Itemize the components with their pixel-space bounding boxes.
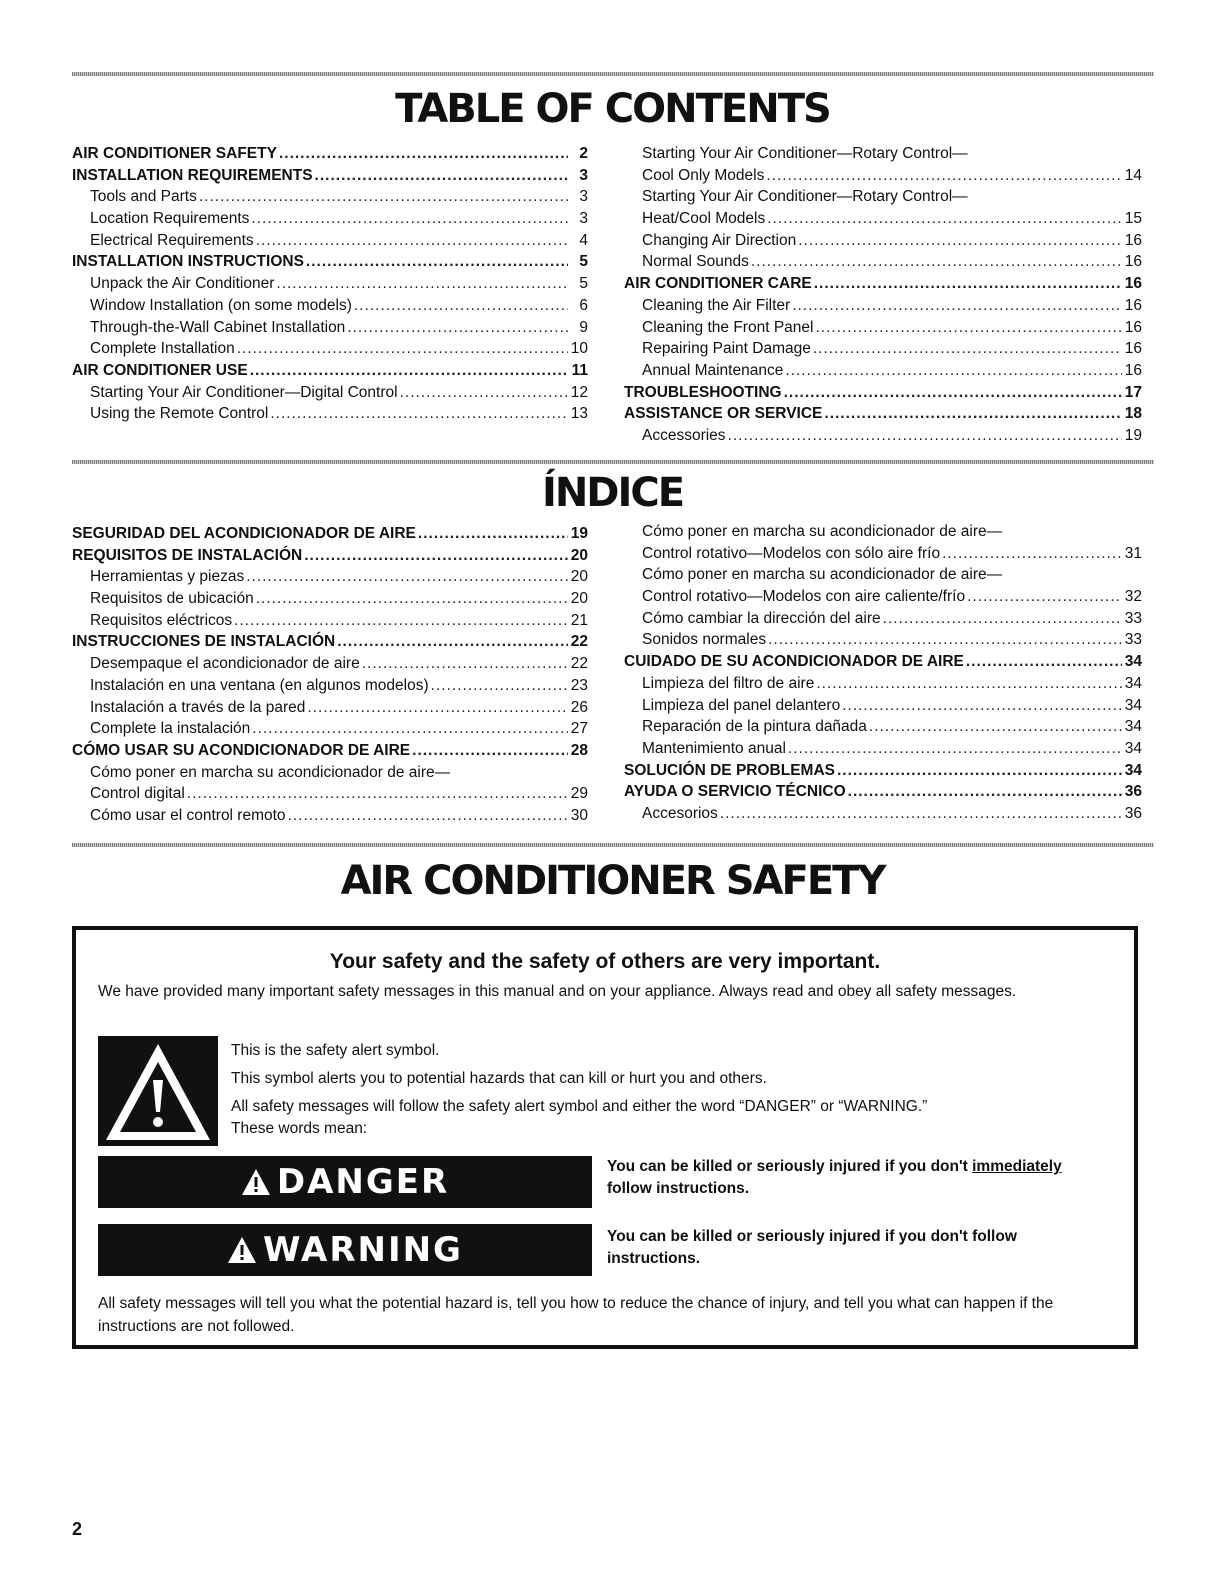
entry-page-number: 20 <box>570 590 588 608</box>
entry-title: Changing Air Direction <box>642 231 797 249</box>
entry-page-number: 34 <box>1124 739 1142 757</box>
toc-heading: TABLE OF CONTENTS <box>395 86 830 132</box>
entry-page-number: 5 <box>579 275 588 293</box>
indice-left-column <box>72 523 588 827</box>
entry-title: AYUDA O SERVICIO TÉCNICO <box>624 783 846 801</box>
entry-title: Cool Only Models <box>642 166 765 184</box>
dot-leader <box>199 186 568 208</box>
entry-page-number: 33 <box>1124 609 1142 627</box>
safety-box-title: Your safety and the safety of others are very important. <box>329 950 881 973</box>
toc-entry <box>624 208 1142 230</box>
entry-page-number: 34 <box>1124 761 1142 779</box>
entry-title: Cómo usar el control remoto <box>90 806 286 824</box>
dot-leader <box>784 382 1122 404</box>
entry-title: Heat/Cool Models <box>642 210 766 228</box>
entry-page-number: 32 <box>1124 588 1142 606</box>
toc-entry <box>72 165 588 187</box>
entry-title: Starting Your Air Conditioner—Digital Control <box>90 383 398 401</box>
toc-entry <box>624 403 1142 425</box>
entry-page-number: 21 <box>570 611 588 629</box>
entry-title: AIR CONDITIONER CARE <box>624 275 812 293</box>
toc-entry <box>624 273 1142 295</box>
dot-leader <box>400 382 568 404</box>
lower-divider <box>72 843 1154 847</box>
dot-leader <box>418 523 568 545</box>
toc-entry <box>72 675 588 697</box>
toc-entry <box>624 564 1142 586</box>
dot-leader <box>234 610 568 632</box>
entry-title: Complete Installation <box>90 340 235 358</box>
entry-title: INSTRUCCIONES DE INSTALACIÓN <box>72 633 336 651</box>
dot-leader <box>412 740 568 762</box>
dot-leader <box>785 360 1122 382</box>
toc-entry <box>624 629 1142 651</box>
entry-title: Electrical Requirements <box>90 231 254 249</box>
dot-leader <box>279 143 568 165</box>
dot-leader <box>766 165 1122 187</box>
toc-entry <box>624 251 1142 273</box>
entry-page-number: 5 <box>579 253 588 271</box>
toc-entry <box>72 230 588 252</box>
entry-page-number: 18 <box>1124 405 1142 423</box>
entry-title: Accesorios <box>642 804 718 822</box>
dot-leader <box>942 543 1122 565</box>
entry-page-number: 13 <box>570 405 588 423</box>
entry-title: Mantenimiento anual <box>642 739 786 757</box>
entry-page-number: 34 <box>1124 653 1142 671</box>
entry-page-number: 36 <box>1124 804 1142 822</box>
toc-entry <box>72 251 588 273</box>
toc-entry <box>72 208 588 230</box>
dot-leader <box>315 165 568 187</box>
toc-entry <box>72 273 588 295</box>
dot-leader <box>337 631 568 653</box>
entry-page-number: 3 <box>579 210 588 228</box>
toc-entry <box>72 588 588 610</box>
dot-leader <box>816 673 1122 695</box>
middle-divider <box>72 460 1154 464</box>
entry-title: SEGURIDAD DEL ACONDICIONADOR DE AIRE <box>72 525 416 542</box>
dot-leader <box>431 675 568 697</box>
entry-title: Complete la instalación <box>90 720 251 738</box>
entry-title: Control digital <box>90 785 185 803</box>
toc-entry <box>624 586 1142 608</box>
entry-title: Cleaning the Air Filter <box>642 296 791 314</box>
toc-entry <box>624 317 1142 339</box>
toc-entry <box>624 673 1142 695</box>
dot-leader <box>792 295 1122 317</box>
entry-page-number: 17 <box>1124 383 1142 401</box>
toc-entry <box>624 143 1142 165</box>
dot-leader <box>767 208 1122 230</box>
toc-entry <box>72 718 588 740</box>
toc-entry <box>624 760 1142 782</box>
entry-title: Control rotativo—Modelos con sólo aire frío <box>642 544 941 562</box>
danger-label: DANGER <box>276 1162 450 1202</box>
entry-page-number: 30 <box>570 806 588 824</box>
entry-title: Repairing Paint Damage <box>642 340 811 358</box>
entry-title: Herramientas y piezas <box>90 568 245 586</box>
entry-title: Limpieza del panel delantero <box>642 696 841 714</box>
entry-title: Instalación a través de la pared <box>90 698 306 716</box>
toc-entry <box>72 360 588 382</box>
entry-page-number: 2 <box>579 145 588 162</box>
safety-intro: We have provided many important safety messages in this manual and on your appliance. Always read and obey all safety messages. <box>98 983 1017 1000</box>
toc-entry <box>624 230 1142 252</box>
toc-entry <box>624 521 1142 543</box>
toc-entry <box>624 738 1142 760</box>
toc-entry <box>72 382 588 404</box>
dot-leader <box>256 588 568 610</box>
entry-title: CÓMO USAR SU ACONDICIONADOR DE AIRE <box>72 741 411 759</box>
toc-entry <box>72 317 588 339</box>
dot-leader <box>869 716 1122 738</box>
entry-page-number: 12 <box>570 383 588 401</box>
entry-title: AIR CONDITIONER SAFETY <box>72 145 277 162</box>
entry-page-number: 14 <box>1124 166 1142 184</box>
entry-page-number: 33 <box>1124 631 1142 649</box>
dot-leader <box>967 586 1122 608</box>
toc-right-column <box>624 143 1142 447</box>
top-divider <box>72 72 1154 76</box>
entry-title: Control rotativo—Modelos con aire caliente/frío <box>642 588 966 606</box>
dot-leader <box>276 273 568 295</box>
dot-leader <box>720 803 1122 825</box>
entry-page-number: 3 <box>579 188 588 206</box>
entry-page-number: 28 <box>570 741 588 759</box>
toc-entry <box>624 608 1142 630</box>
entry-page-number: 16 <box>1124 275 1142 293</box>
toc-entry <box>72 653 588 675</box>
entry-page-number: 10 <box>570 340 588 358</box>
entry-title: Tools and Parts <box>90 188 197 206</box>
dot-leader <box>187 783 568 805</box>
dot-leader <box>837 760 1122 782</box>
danger-signal-bar <box>98 1156 592 1208</box>
toc-entry <box>624 338 1142 360</box>
toc-entry <box>624 716 1142 738</box>
dot-leader <box>814 273 1122 295</box>
safety-footer-text: All safety messages will tell you what the potential hazard is, tell you how to reduce the chance of injury, and tell you what can happen if the instructions are not followed. <box>98 1295 1054 1335</box>
dot-leader <box>883 608 1122 630</box>
toc-entry <box>72 697 588 719</box>
entry-page-number: 26 <box>570 698 588 716</box>
entry-page-number: 19 <box>1124 426 1142 444</box>
entry-title: ASSISTANCE OR SERVICE <box>624 405 823 423</box>
warning-description: You can be killed or seriously injured if you don't follow instructions. <box>607 1228 1017 1267</box>
dot-leader <box>966 651 1122 673</box>
toc-entry <box>624 165 1142 187</box>
toc-entry <box>72 610 588 632</box>
entry-page-number: 9 <box>579 318 588 336</box>
toc-entry <box>624 425 1142 447</box>
entry-title: Unpack the Air Conditioner <box>90 275 275 293</box>
toc-left-column <box>72 143 588 425</box>
dot-leader <box>788 738 1122 760</box>
entry-title: Normal Sounds <box>642 253 749 271</box>
toc-entry <box>72 143 588 165</box>
toc-entry <box>624 360 1142 382</box>
alert-line-2: This symbol alerts you to potential hazards that can kill or hurt you and others. <box>231 1070 767 1087</box>
entry-page-number: 4 <box>579 231 588 249</box>
entry-title: SOLUCIÓN DE PROBLEMAS <box>624 761 835 779</box>
toc-entry <box>72 740 588 762</box>
dot-leader <box>824 403 1122 425</box>
toc-entry <box>72 631 588 653</box>
entry-title: Desempaque el acondicionador de aire <box>90 655 360 673</box>
warning-signal-bar <box>98 1224 592 1276</box>
entry-title: Cómo cambiar la dirección del aire <box>642 609 881 627</box>
toc-entry <box>624 295 1142 317</box>
dot-leader <box>354 295 568 317</box>
entry-page-number: 16 <box>1124 361 1142 379</box>
toc-entry <box>72 545 588 567</box>
entry-title: Reparación de la pintura dañada <box>642 718 867 736</box>
dot-leader <box>288 805 568 827</box>
alert-line-1: This is the safety alert symbol. <box>231 1042 440 1059</box>
dot-leader <box>362 653 568 675</box>
toc-entry <box>72 523 588 545</box>
dot-leader <box>848 781 1122 803</box>
entry-title: TROUBLESHOOTING <box>624 383 782 401</box>
entry-title: INSTALLATION REQUIREMENTS <box>72 166 313 184</box>
safety-heading: AIR CONDITIONER SAFETY <box>340 858 885 904</box>
dot-leader <box>256 230 568 252</box>
dot-leader <box>246 566 568 588</box>
entry-title: Cómo poner en marcha su acondicionador de aire— <box>90 763 451 781</box>
entry-title: Instalación en una ventana (en algunos modelos) <box>90 676 429 694</box>
indice-heading: ÍNDICE <box>541 470 684 516</box>
toc-entry <box>624 803 1142 825</box>
safety-box <box>72 926 1138 1349</box>
toc-entry <box>624 382 1142 404</box>
toc-entry <box>624 651 1142 673</box>
toc-entry <box>624 781 1142 803</box>
entry-page-number: 16 <box>1124 231 1142 249</box>
entry-page-number: 34 <box>1124 696 1142 714</box>
warning-label: WARNING <box>263 1230 463 1270</box>
entry-title: Cleaning the Front Panel <box>642 318 814 336</box>
entry-page-number: 16 <box>1124 253 1142 271</box>
toc-entry <box>624 695 1142 717</box>
warning-alert-triangle-icon <box>227 1236 257 1264</box>
entry-page-number: 22 <box>570 655 588 673</box>
dot-leader <box>842 695 1122 717</box>
toc-entry <box>72 295 588 317</box>
dot-leader <box>798 230 1122 252</box>
entry-page-number: 34 <box>1124 718 1142 736</box>
entry-page-number: 19 <box>570 525 588 542</box>
dot-leader <box>307 697 568 719</box>
entry-title: Using the Remote Control <box>90 405 269 423</box>
toc-entry <box>72 566 588 588</box>
entry-title: Requisitos eléctricos <box>90 611 233 629</box>
dot-leader <box>250 360 568 382</box>
entry-page-number: 34 <box>1124 674 1142 692</box>
entry-page-number: 36 <box>1124 783 1142 801</box>
entry-title: Starting Your Air Conditioner—Rotary Control— <box>642 188 968 206</box>
dot-leader <box>728 425 1122 447</box>
entry-page-number: 16 <box>1124 318 1142 336</box>
page-number: 2 <box>72 1519 83 1539</box>
alert-line-4: These words mean: <box>231 1120 368 1137</box>
entry-page-number: 23 <box>570 676 588 694</box>
dot-leader <box>768 629 1122 651</box>
entry-title: Requisitos de ubicación <box>90 590 254 608</box>
dot-leader <box>751 251 1122 273</box>
entry-page-number: 27 <box>570 720 588 738</box>
entry-title: Starting Your Air Conditioner—Rotary Control— <box>642 145 968 162</box>
toc-entry <box>624 186 1142 208</box>
alert-line-3: All safety messages will follow the safety alert symbol and either the word “DANGER” or “WARNING.” <box>231 1098 928 1115</box>
danger-emphasis: immediately <box>972 1158 1062 1175</box>
dot-leader <box>270 403 568 425</box>
entry-page-number: 31 <box>1124 544 1142 562</box>
dot-leader <box>252 718 568 740</box>
toc-entry <box>72 338 588 360</box>
danger-alert-triangle-icon <box>241 1168 271 1196</box>
dot-leader <box>306 251 568 273</box>
entry-title: REQUISITOS DE INSTALACIÓN <box>72 546 303 564</box>
toc-entry <box>72 783 588 805</box>
entry-title: Cómo poner en marcha su acondicionador de aire— <box>642 523 1003 540</box>
entry-page-number: 3 <box>579 166 588 184</box>
dot-leader <box>251 208 568 230</box>
entry-page-number: 16 <box>1124 340 1142 358</box>
dot-leader <box>815 317 1122 339</box>
dot-leader <box>347 317 568 339</box>
toc-entry <box>72 762 588 784</box>
safety-alert-symbol-icon <box>98 1036 218 1146</box>
entry-title: CUIDADO DE SU ACONDICIONADOR DE AIRE <box>624 653 964 671</box>
entry-title: AIR CONDITIONER USE <box>72 361 248 379</box>
entry-page-number: 16 <box>1124 296 1142 314</box>
entry-page-number: 6 <box>579 296 588 314</box>
entry-title: Limpieza del filtro de aire <box>642 674 815 692</box>
toc-entry <box>72 186 588 208</box>
entry-page-number: 22 <box>570 633 588 651</box>
entry-page-number: 20 <box>570 546 588 564</box>
entry-page-number: 11 <box>571 361 588 379</box>
entry-title: Accessories <box>642 426 726 444</box>
entry-page-number: 20 <box>570 568 588 586</box>
dot-leader <box>304 545 568 567</box>
toc-entry <box>624 543 1142 565</box>
entry-title: INSTALLATION INSTRUCTIONS <box>72 253 304 271</box>
dot-leader <box>237 338 568 360</box>
entry-title: Location Requirements <box>90 210 250 228</box>
toc-entry <box>72 805 588 827</box>
entry-title: Annual Maintenance <box>642 361 784 379</box>
entry-page-number: 29 <box>570 785 588 803</box>
toc-entry <box>72 403 588 425</box>
dot-leader <box>813 338 1122 360</box>
entry-title: Through-the-Wall Cabinet Installation <box>90 318 346 336</box>
indice-right-column <box>624 521 1142 825</box>
entry-title: Cómo poner en marcha su acondicionador de aire— <box>642 566 1003 584</box>
entry-page-number: 15 <box>1124 210 1142 228</box>
danger-description: You can be killed or seriously injured if you don't immediately follow instructions. <box>607 1158 1062 1197</box>
entry-title: Window Installation (on some models) <box>90 296 352 314</box>
entry-title: Sonidos normales <box>642 631 767 649</box>
